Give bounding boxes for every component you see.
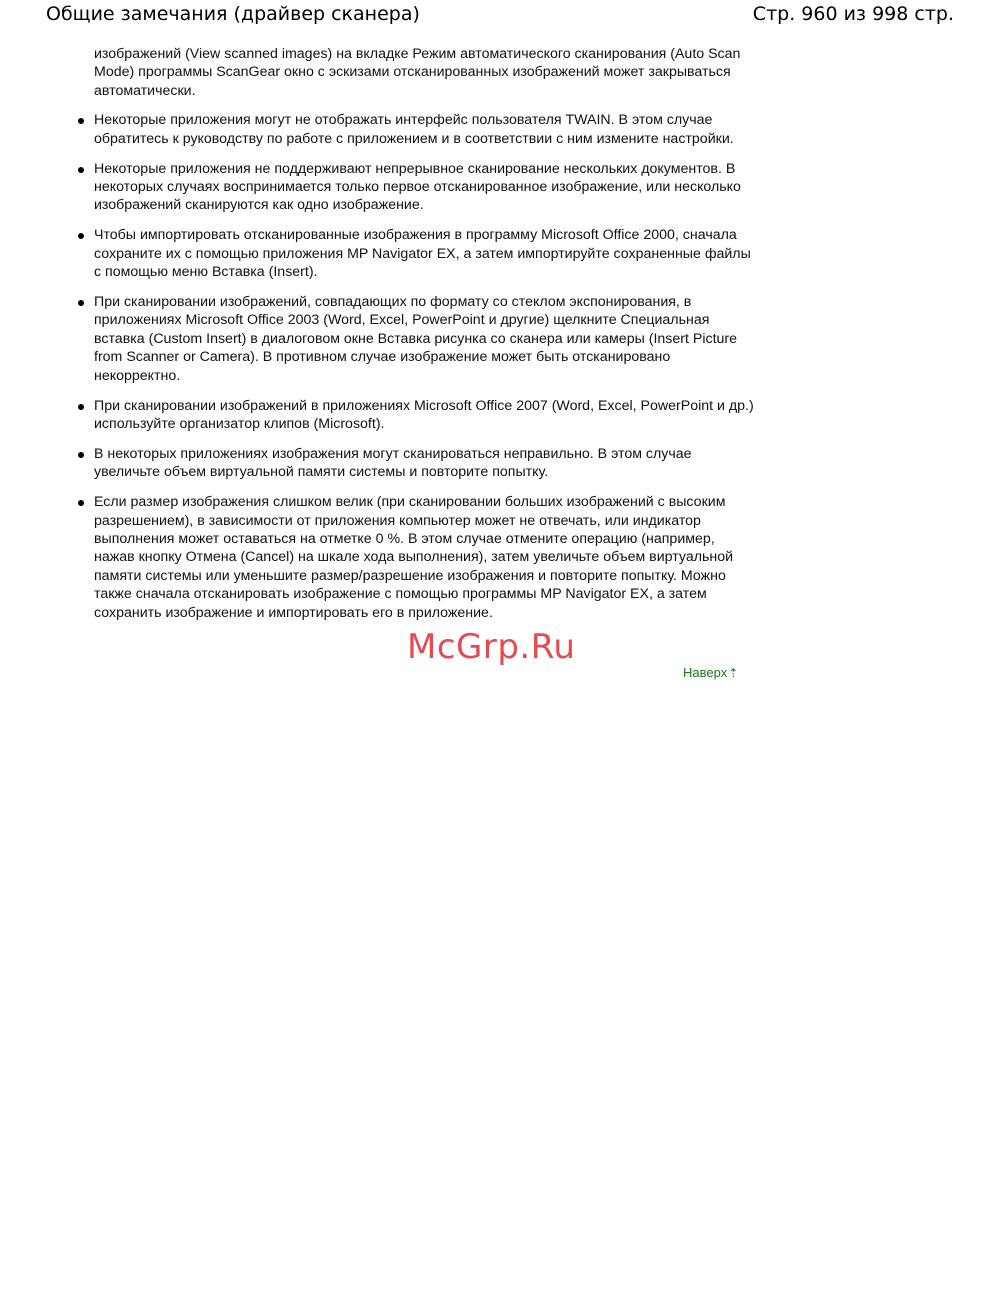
list-item-text: Чтобы импортировать отсканированные изображения в программу Microsoft Office 2000, сначала сохраните их с помощью приложения MP Navigator EX, а затем импортируйте сохраненные файлы с помощью меню Вставка (Insert). [94, 227, 751, 281]
list-item [94, 160, 759, 215]
back-to-top-link[interactable] [683, 665, 738, 680]
list-item [94, 397, 759, 434]
back-to-top-label: Наверх [683, 665, 728, 680]
bullet-icon [78, 300, 84, 306]
list-item-text: Некоторые приложения не поддерживают непрерывное сканирование нескольких документов. В некоторых случаях воспринимается только первое отсканированное изображение, или несколько изображений сканируются как одно изображение. [94, 160, 741, 214]
arrow-up-icon: ⇡ [728, 666, 739, 680]
bullet-icon [78, 500, 84, 506]
page-counter: Стр. 960 из 998 стр. [752, 3, 954, 25]
list-item-text: Если размер изображения слишком велик (при сканировании больших изображений с высоким разрешением), в зависимости от приложения компьютер может не отвечать, или индикатор выполнения может оставаться на отметке 0 %. В этом случае отмените операцию (например, нажав кнопку Отмена (Cancel) на шкале хода выполнения), затем увеличьте объем виртуальной памяти системы или уменьшите размер/разрешение изображения и повторите попытку. Можно также сначала отсканировать изображение с помощью программы MP Navigator EX, а затем сохранить изображение и импортировать его в приложение. [94, 494, 734, 621]
list-item-text: Некоторые приложения могут не отображать интерфейс пользователя TWAIN. В этом случае обратитесь к руководству по работе с приложением и в соответствии с ним измените настройки. [94, 112, 734, 147]
list-item [94, 111, 759, 148]
list-item-text: При сканировании изображений в приложениях Microsoft Office 2007 (Word, Excel, PowerPoint и др.) используйте организатор клипов (Microsoft). [94, 397, 754, 432]
bullet-icon [78, 167, 84, 173]
list-item [94, 226, 759, 281]
bullet-icon [78, 233, 84, 239]
page-title: Общие замечания (драйвер сканера) [46, 3, 420, 25]
watermark-logo: McGrp.Ru [407, 627, 576, 667]
bullet-icon [78, 452, 84, 458]
list-item-text: В некоторых приложениях изображения могут сканироваться неправильно. В этом случае увеличьте объем виртуальной памяти системы и повторите попытку. [94, 445, 692, 481]
list-item [94, 445, 759, 482]
intro-paragraph: изображений (View scanned images) на вкладке Режим автоматического сканирования (Auto Scan Mode) программы ScanGear окно с эскизами отсканированных изображений может закрываться автоматически. [94, 46, 741, 99]
bullet-icon [78, 118, 84, 124]
list-item [94, 493, 759, 622]
bullet-icon [78, 404, 84, 410]
page-header [46, 0, 954, 28]
list-item [94, 293, 759, 385]
document-body [94, 45, 759, 633]
list-item-text: При сканировании изображений, совпадающих по формату со стеклом экспонирования, в приложениях Microsoft Office 2003 (Word, Excel, PowerPoint и другие) щелкните Специальная вставка (Custom Insert) в диалоговом окне Вставка рисунка со сканера или камеры (Insert Picture from Scanner or Camera). В противном случае изображение может быть отсканировано некорректно. [94, 293, 738, 384]
notes-list [94, 111, 759, 622]
